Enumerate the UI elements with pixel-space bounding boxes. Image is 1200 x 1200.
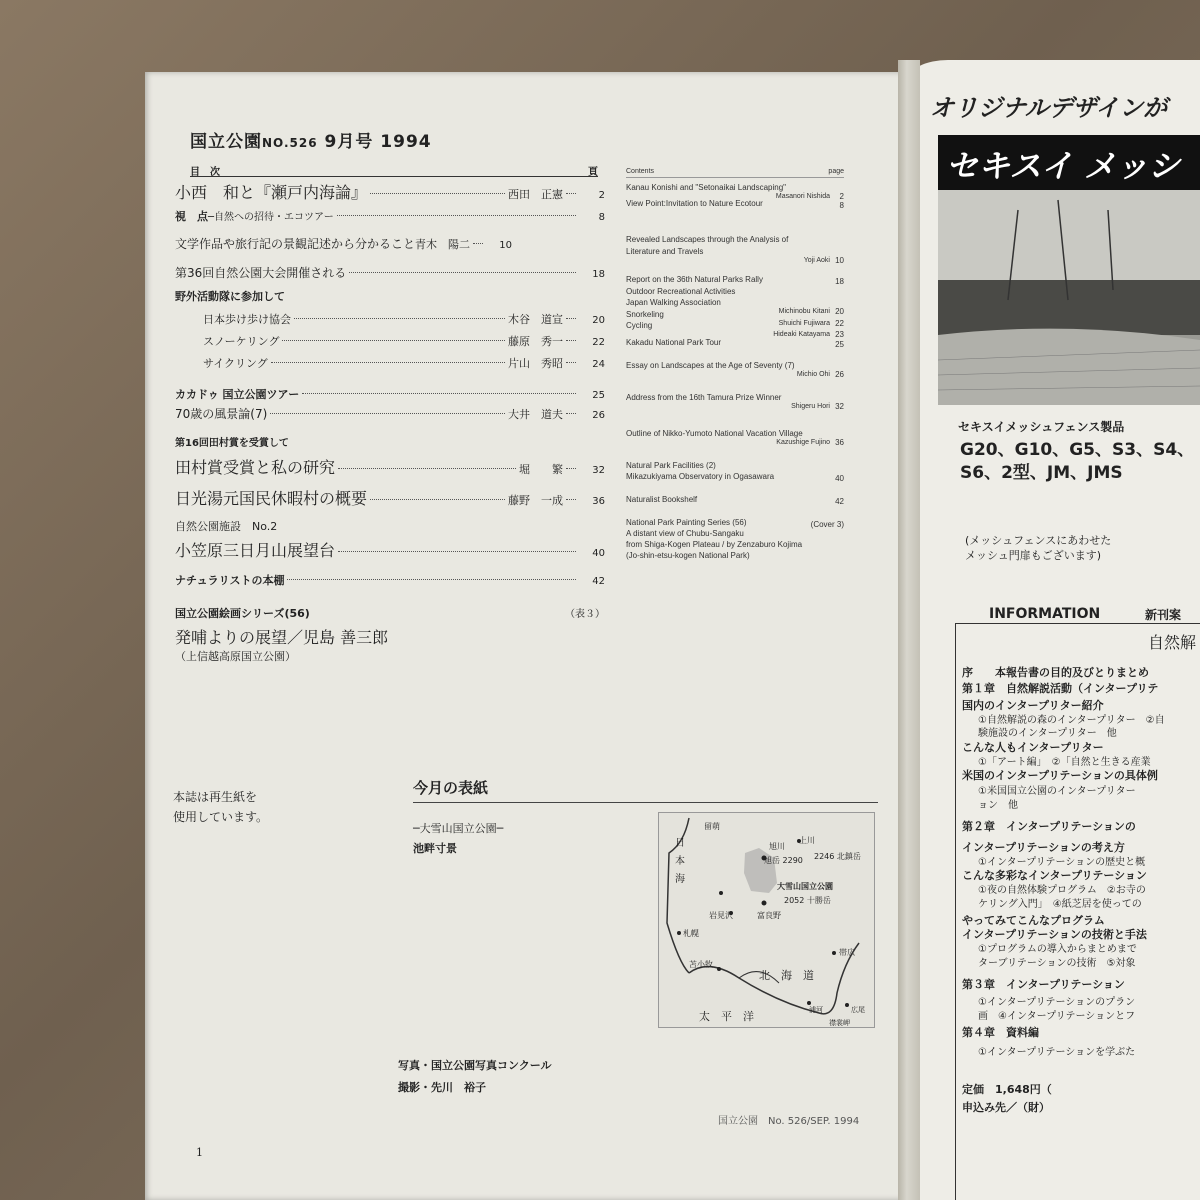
toc-en-title: Snorkeling bbox=[626, 310, 664, 319]
toc-japanese bbox=[175, 0, 615, 700]
info-line: ①「アート編」 ②「自然と生きる産業 bbox=[978, 757, 1151, 768]
footer-imprint: 国立公園 No. 526/SEP. 1994 bbox=[718, 1116, 860, 1127]
info-line: ①米国国立公園のインタープリター bbox=[978, 786, 1136, 797]
toc-en-page: 23 bbox=[835, 330, 844, 339]
hokkaido-map bbox=[658, 812, 875, 1028]
info-line: ①夜の自然体験プログラム ②お寺の bbox=[978, 885, 1146, 896]
info-line: やってみてこんなプログラム bbox=[962, 914, 1105, 927]
magazine-title: 国立公園 bbox=[190, 132, 262, 152]
toc-en-entry[interactable] bbox=[626, 392, 844, 411]
toc-en-entry[interactable] bbox=[626, 460, 844, 471]
toc-en-entry[interactable] bbox=[626, 320, 844, 339]
toc-en-entry[interactable] bbox=[626, 246, 844, 265]
info-label: INFORMATION bbox=[985, 606, 1104, 622]
toc-section: 野外活動隊に参加して bbox=[175, 290, 285, 303]
toc-header-left: 目 次 bbox=[190, 167, 220, 178]
toc-en-title: Address from the 16th Tamura Prize Winner bbox=[626, 393, 782, 402]
info-line: 画 ④インタープリテーションとフ bbox=[978, 1011, 1136, 1022]
cover-rule bbox=[413, 802, 878, 803]
info-line: 第４章 資料編 bbox=[962, 1026, 1039, 1039]
info-line: 米国のインタープリテーションの具体例 bbox=[962, 769, 1158, 782]
ad-product-line: セキスイメッシュフェンス製品 bbox=[958, 420, 1125, 434]
toc-en-entry[interactable] bbox=[626, 182, 844, 201]
toc-entry[interactable]: 第36回自然公園大会開催される 18 bbox=[175, 266, 605, 280]
toc-en-title: View Point:Invitation to Nature Ecotour bbox=[626, 199, 763, 208]
toc-en-entry[interactable] bbox=[626, 286, 844, 297]
toc-entry[interactable]: 日本歩け歩け協会 木谷 道宣 20 bbox=[203, 313, 605, 326]
photo-credit: 写真・国立公園写真コンクール bbox=[398, 1059, 552, 1072]
toc-en-entry[interactable] bbox=[626, 539, 844, 550]
issue-year: 1994 bbox=[380, 132, 432, 152]
toc-en-page: (Cover 3) bbox=[810, 520, 844, 529]
map-label-obihiro: 帯広 bbox=[839, 948, 855, 957]
toc-entry[interactable]: 小西 和と『瀬戸内海論』 西田 正憲 2 bbox=[175, 183, 605, 202]
toc-header-right: 頁 bbox=[588, 167, 598, 178]
toc-en-title: Cycling bbox=[626, 321, 653, 330]
toc-en-title: A distant view of Chubu-Sangaku bbox=[626, 529, 744, 538]
toc-en-title: from Shiga-Kogen Plateau / by Zenzaburo Kojima bbox=[626, 540, 803, 549]
info-line: 国内のインタープリター紹介 bbox=[962, 699, 1104, 712]
toc-en-page: 26 bbox=[835, 370, 844, 379]
info-line: ①インタープリテーションのプラン bbox=[978, 997, 1136, 1008]
ad-photo bbox=[938, 190, 1200, 405]
ad-models-1: G20、G10、G5、S3、S4、 bbox=[960, 440, 1195, 460]
info-new-book: 新刊案 bbox=[1145, 608, 1182, 622]
toc-en-author: Yoji Aoki bbox=[803, 257, 830, 264]
toc-entry[interactable]: ナチュラリストの本棚 42 bbox=[175, 574, 605, 587]
toc-entry[interactable]: カカドゥ 国立公園ツアー 25 bbox=[175, 388, 605, 401]
map-label-erimo: 襟裳岬 bbox=[829, 1019, 850, 1027]
toc-en-title: (Jo-shin-etsu-kogen National Park) bbox=[626, 551, 750, 560]
toc-en-title: Outline of Nikko-Yumoto National Vacation Village bbox=[626, 429, 803, 438]
toc-en-page: 2 bbox=[839, 192, 844, 201]
toc-en-page: 20 bbox=[835, 307, 844, 316]
cover-scene: 池畔寸景 bbox=[413, 842, 457, 855]
map-label-asahidake: 旭岳 2290 bbox=[764, 856, 803, 865]
toc-en-author: Michio Ohi bbox=[796, 371, 830, 378]
toc-en-page: 36 bbox=[835, 438, 844, 447]
map-label-asahikawa: 旭川 bbox=[769, 842, 785, 851]
toc-section: 自然公園施設 No.2 bbox=[175, 520, 278, 533]
info-line: ョン 他 bbox=[978, 800, 1018, 811]
toc-en-author: Shigeru Hori bbox=[791, 403, 830, 410]
info-line: ①自然解説の森のインタープリター ②自 bbox=[978, 715, 1165, 726]
toc-entry[interactable]: 視 点 ─自然への招待・エコツアー 8 bbox=[175, 210, 605, 223]
ad-headline: オリジナルデザインが bbox=[930, 94, 1168, 122]
toc-en-title: Essay on Landscapes at the Age of Seventy (7) bbox=[626, 361, 795, 370]
toc-entry[interactable]: スノーケリング 藤原 秀一 22 bbox=[203, 335, 605, 348]
toc-en-page: 22 bbox=[835, 319, 844, 328]
toc-en-author: Kazushige Fujino bbox=[776, 439, 830, 446]
info-line: インタープリテーションの考え方 bbox=[962, 841, 1125, 854]
cover-park: ─大雪山国立公園─ bbox=[413, 822, 504, 835]
toc-en-page: 10 bbox=[835, 256, 844, 265]
info-line: 申込み先／（財） bbox=[962, 1101, 1050, 1114]
info-subject: 自然解 bbox=[1148, 633, 1197, 652]
toc-en-page: 40 bbox=[835, 474, 844, 483]
info-line: 第３章 インタープリテーション bbox=[962, 978, 1125, 991]
fence-photo-illustration bbox=[938, 190, 1200, 405]
toc-entry[interactable]: サイクリング 片山 秀昭 24 bbox=[203, 357, 605, 370]
toc-entry[interactable]: 小笠原三日月山展望台 40 bbox=[175, 541, 605, 560]
toc-en-entry[interactable] bbox=[626, 337, 844, 348]
map-label-rumoi: 留萌 bbox=[704, 822, 720, 831]
toc-en-entry[interactable] bbox=[626, 494, 844, 505]
ad-banner: セキスイ メッシ bbox=[938, 135, 1200, 190]
toc-en-title: Literature and Travels bbox=[626, 247, 704, 256]
toc-en-author: Masanori Nishida bbox=[775, 193, 830, 200]
map-label-hiroo: 広尾 bbox=[851, 1006, 865, 1014]
map-label-tomakomai: 苫小牧 bbox=[689, 960, 713, 969]
info-line: 験施設のインタープリター 他 bbox=[978, 728, 1117, 739]
info-line: ターブリテーションの技術 ⑤対象 bbox=[978, 958, 1136, 969]
info-line: 第１章 自然解説活動（インタープリテ bbox=[962, 682, 1159, 695]
map-label-hokkaido: 北 海 道 bbox=[759, 969, 814, 982]
toc-en-page: 18 bbox=[835, 277, 844, 286]
toc-en-entry[interactable] bbox=[626, 550, 844, 561]
info-line: 第２章 インタープリテーションの bbox=[962, 820, 1136, 833]
ad-note-1: (メッシュフェンスにあわせた bbox=[965, 534, 1112, 547]
map-label-sea-of-japan: 日 本 海 bbox=[675, 838, 685, 885]
toc-en-entry[interactable] bbox=[626, 274, 844, 285]
map-label-pacific: 太 平 洋 bbox=[699, 1010, 754, 1023]
toc-en-title: Revealed Landscapes through the Analysis of bbox=[626, 235, 789, 244]
map-label-urakawa: 浦河 bbox=[809, 1006, 823, 1014]
toc-en-title: Naturalist Bookshelf bbox=[626, 495, 698, 504]
info-line: ①インタープリテーションの歴史と概 bbox=[978, 857, 1146, 868]
toc-en-header: Contents page bbox=[626, 166, 844, 178]
toc-en-page: 8 bbox=[839, 201, 844, 210]
ad-note-2: メッシュ門扉もございます) bbox=[965, 549, 1102, 562]
info-line: ①プログラムの導入からまとめまで bbox=[978, 944, 1137, 955]
recycled-note: 本誌は再生紙を 使用しています。 bbox=[173, 790, 269, 824]
toc-entry[interactable]: 70歳の風景論(7) 大井 道夫 26 bbox=[175, 407, 605, 421]
map-label-tokachidake: 2052 十勝岳 bbox=[784, 896, 831, 905]
page-gutter bbox=[898, 60, 920, 1200]
toc-en-title: Kakadu National Park Tour bbox=[626, 338, 722, 347]
toc-entry[interactable]: 日光湯元国民休暇村の概要 藤野 一成 36 bbox=[175, 489, 605, 508]
map-label-kitachindake: 2246 北鎮岳 bbox=[814, 852, 861, 861]
toc-english bbox=[626, 166, 844, 726]
toc-en-title: Outdoor Recreational Activities bbox=[626, 287, 736, 296]
toc-en-entry[interactable] bbox=[626, 528, 844, 539]
toc-en-title: Mikazukiyama Observatory in Ogasawara bbox=[626, 472, 775, 481]
toc-en-entry[interactable] bbox=[626, 198, 844, 209]
info-line: こんな多彩なインタープリテーション bbox=[962, 869, 1147, 882]
toc-en-title: Report on the 36th Natural Parks Rally bbox=[626, 275, 763, 284]
cover-heading: 今月の表紙 bbox=[413, 779, 489, 797]
info-line: インタープリテーションの技術と手法 bbox=[962, 928, 1147, 941]
toc-entry[interactable]: 田村賞受賞と私の研究 堀 繁 32 bbox=[175, 458, 605, 477]
issue-month: 9月号 bbox=[324, 132, 374, 152]
toc-en-entry[interactable] bbox=[626, 234, 844, 245]
toc-entry[interactable]: 国立公園絵画シリーズ(56) （表３） bbox=[175, 607, 605, 620]
toc-en-entry[interactable] bbox=[626, 471, 844, 482]
toc-en-title: Kanau Konishi and "Setonaikai Landscaping" bbox=[626, 183, 787, 192]
toc-en-title: Natural Park Facilities (2) bbox=[626, 461, 716, 470]
map-outline bbox=[659, 813, 876, 1029]
toc-en-entry[interactable] bbox=[626, 360, 844, 379]
map-label-furano: 富良野 bbox=[757, 911, 781, 920]
toc-entry[interactable]: 文学作品や旅行記の景観記述から分かること 青木 陽二 10 bbox=[175, 237, 513, 251]
info-line: ①インタープリテーションを学ぶた bbox=[978, 1047, 1136, 1058]
toc-en-title: Japan Walking Association bbox=[626, 298, 721, 307]
photographer: 撮影・先川 裕子 bbox=[398, 1081, 486, 1094]
info-line: 序 本報告書の目的及びとりまとめ bbox=[962, 666, 1149, 679]
map-label-iwamizawa: 岩見沢 bbox=[709, 911, 733, 920]
toc-en-author: Shuichi Fujiwara bbox=[778, 320, 830, 327]
map-label-sapporo: 札幌 bbox=[683, 929, 699, 938]
toc-en-page: 32 bbox=[835, 402, 844, 411]
toc-section: 第16回田村賞を受賞して bbox=[175, 438, 289, 449]
toc-en-author: Hideaki Katayama bbox=[773, 331, 830, 338]
info-line: こんな人もインタープリター bbox=[962, 741, 1104, 754]
toc-en-page: 42 bbox=[835, 497, 844, 506]
info-line: ケリング入門」 ④紙芝居を使っての bbox=[978, 899, 1142, 910]
toc-entry[interactable]: 発哺よりの展望／児島 善三郎 bbox=[175, 628, 389, 647]
ad-models-2: S6、2型、JM、JMS bbox=[960, 463, 1123, 483]
page-number: 1 bbox=[196, 1146, 203, 1159]
toc-en-title: National Park Painting Series (56) bbox=[626, 518, 747, 527]
info-line: 定価 1,648円（ bbox=[962, 1083, 1052, 1096]
toc-en-entry[interactable] bbox=[626, 428, 844, 447]
toc-en-author: Michinobu Kitani bbox=[778, 308, 830, 315]
toc-en-entry[interactable] bbox=[626, 517, 844, 528]
map-label-kamikawa: 上川 bbox=[799, 836, 815, 845]
map-label-park: 大雪山国立公園 bbox=[777, 882, 833, 891]
toc-note: （上信越高原国立公園） bbox=[175, 650, 296, 663]
issue-number: NO.526 bbox=[262, 136, 318, 150]
toc-en-page: 25 bbox=[835, 340, 844, 349]
